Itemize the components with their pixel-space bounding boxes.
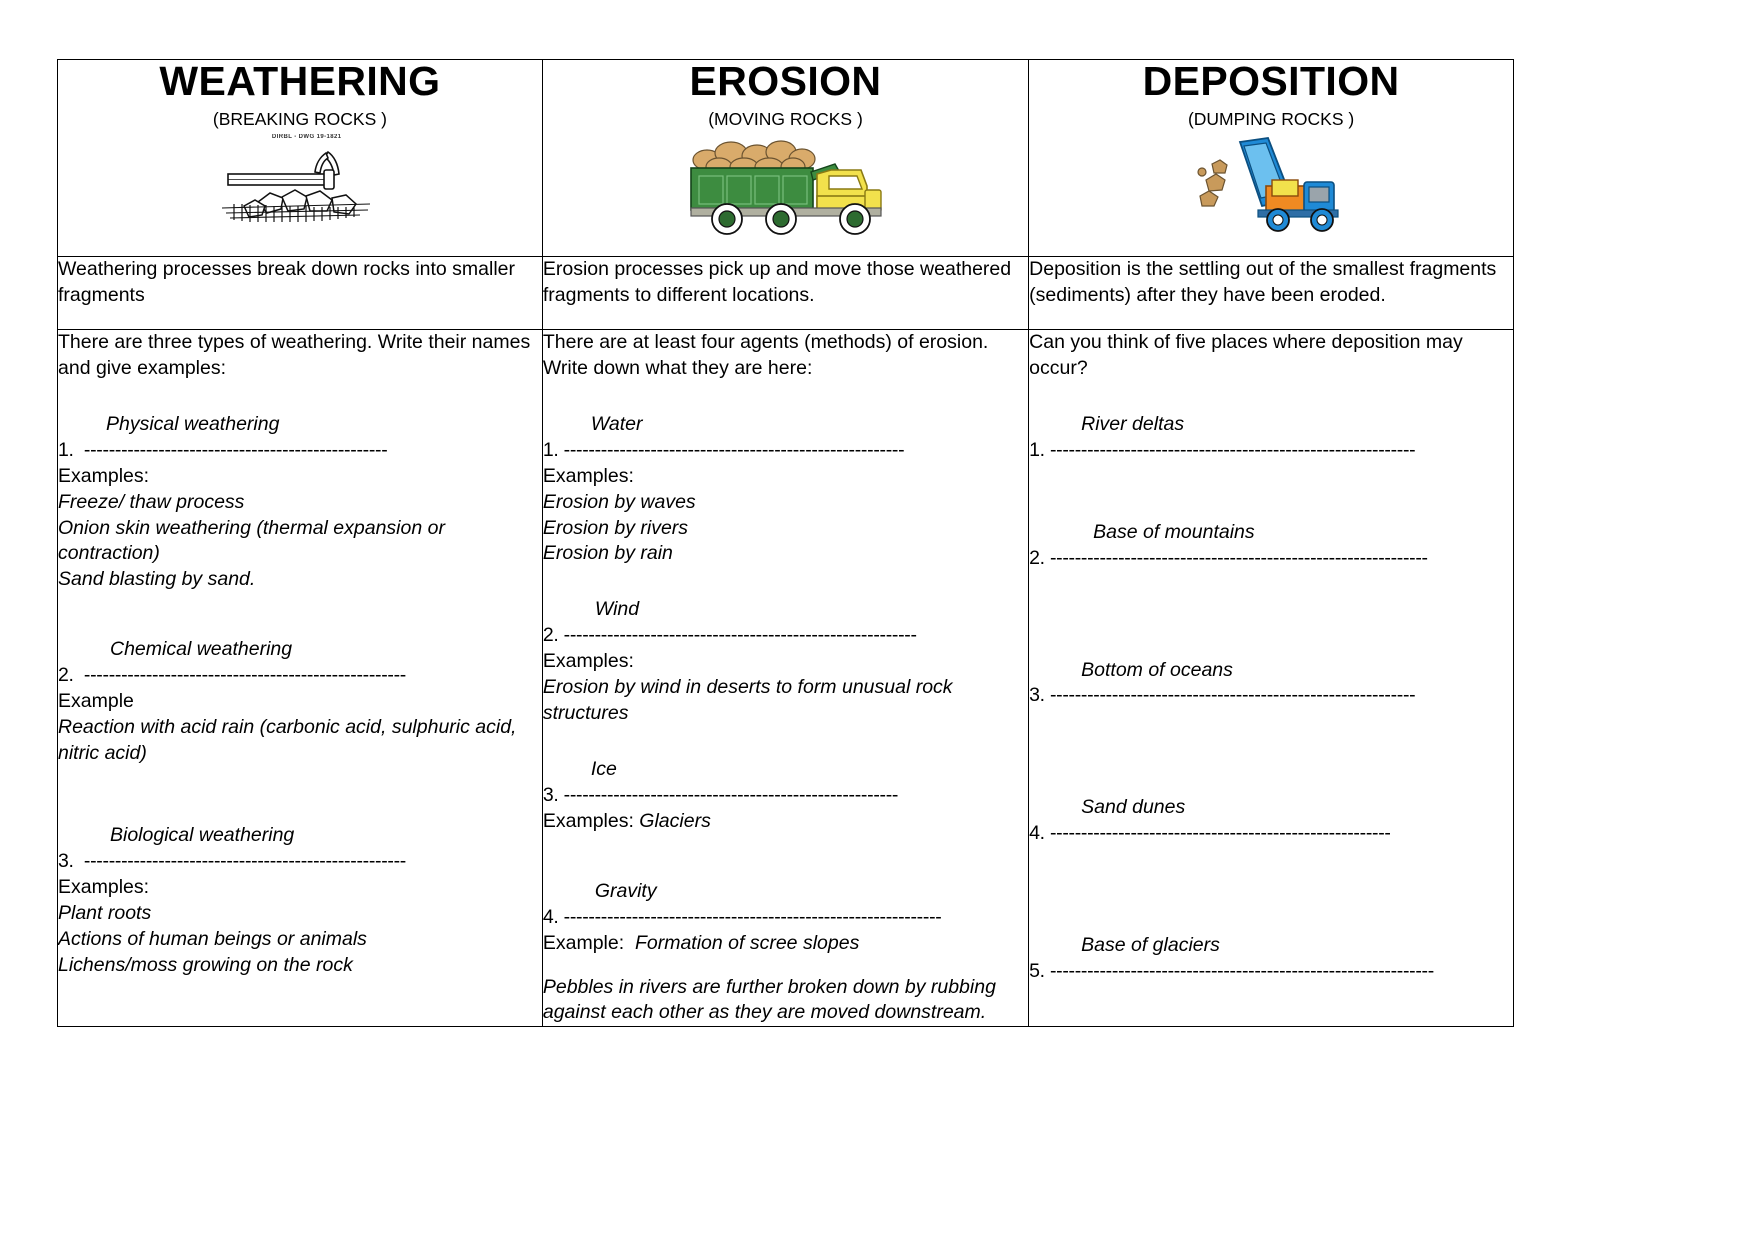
blank-number: 4. [1029,822,1045,845]
spacer [543,835,1028,879]
blank-number: 5. [1029,960,1045,983]
spacer [543,957,1028,975]
example-item-inline: Glaciers [639,809,711,832]
example-item: Reaction with acid rain (carbonic acid, sulphuric acid, nitric acid) [58,716,522,764]
blank-line-3-erosion[interactable] [543,783,1028,809]
header-row [58,60,1514,257]
blank-line-2-deposition[interactable] [1029,546,1513,572]
spacer [1029,709,1513,765]
spacer [543,567,1028,597]
example-item: Erosion by waves [542,490,696,513]
examples-label-physical: Examples: [58,464,150,487]
answer-river-deltas: River deltas [1081,412,1185,435]
green-yellow-truck-svg [669,134,901,238]
blank-dashes: ----------------------------------------------------------- [1049,684,1416,707]
blank-line-1-deposition[interactable] [1029,438,1513,464]
column-title-erosion: EROSION [689,58,882,104]
body-row [58,330,1514,1027]
blank-dashes: ---------------------------------------------------- [83,849,406,872]
answer-gravity: Gravity [594,879,657,902]
blank-line-4-erosion[interactable] [543,905,1028,931]
example-item-inline: Formation of scree slopes [634,931,860,954]
blank-dashes: ------------------------------------------------- [83,438,388,461]
definition-text-deposition: Deposition is the settling out of the smallest fragments (sediments) after they have been eroded. [1029,258,1497,306]
closing-note-erosion: Pebbles in rivers are further broken down by rubbing against each other as they are moved downstream. [542,975,1002,1024]
answer-base-of-glaciers: Base of glaciers [1081,934,1220,957]
answer-water: Water [590,412,643,435]
answer-sand-dunes: Sand dunes [1081,796,1186,819]
examples-label-water: Examples: [542,464,634,487]
blank-number: 2. [1029,546,1045,569]
spacer [1029,572,1513,628]
spacer [543,382,1028,412]
blank-dashes: ------------------------------------------------------- [1049,822,1391,845]
definition-text-erosion: Erosion processes pick up and move those weathered fragments to different locations. [542,258,1012,306]
example-item: Plant roots [58,901,152,924]
blank-number: 1. [1029,438,1045,461]
example-item: Freeze/ thaw process [58,490,245,513]
blank-line-1-erosion[interactable] [543,438,1028,464]
spacer [1029,464,1513,520]
question-weathering: There are three types of weathering. Write their names and give examples: [58,331,531,379]
spacer [1029,903,1513,933]
header-cell-weathering [58,60,543,257]
blank-number: 2. [542,624,559,647]
blank-number: 1. [542,438,559,461]
question-erosion: There are at least four agents (methods) of erosion. Write down what they are here: [542,331,989,379]
blank-number: 3. [1029,684,1045,707]
blank-line-3-deposition[interactable] [1029,683,1513,709]
column-subtitle-deposition: (DUMPING ROCKS ) [1187,109,1355,130]
example-item: Actions of human beings or animals [58,927,367,950]
spacer [58,593,542,637]
example-item: Sand blasting by sand. [58,568,256,591]
answer-bottom-of-oceans: Bottom of oceans [1081,658,1233,681]
blank-line-5-deposition[interactable] [1029,959,1513,985]
examples-label-biological: Examples: [58,875,150,898]
blank-line-2-weathering[interactable] [58,663,542,689]
blank-number: 3. [542,783,559,806]
tipping-dump-truck-icon [1196,134,1346,238]
examples-line-gravity [543,931,1028,957]
example-item: Erosion by rain [542,542,673,565]
examples-line-ice [543,809,1028,835]
examples-label-wind: Examples: [542,650,634,673]
examples-label-gravity: Example: [542,931,635,954]
header-cell-deposition [1029,60,1514,257]
example-item: Erosion by wind in deserts to form unusual rock structures [542,676,958,725]
weathering-erosion-deposition-table [57,59,1514,1027]
answer-ice: Ice [590,757,617,780]
pickaxe-rocks-svg [200,134,400,238]
blank-line-1-weathering[interactable] [58,438,542,464]
deposition-art-wrapper [1029,134,1513,238]
blank-dashes: --------------------------------------------------------- [563,624,917,647]
blank-dashes: ----------------------------------------------------------- [1049,438,1416,461]
blank-number: 1. [58,438,74,461]
column-title-weathering: WEATHERING [159,58,441,104]
body-cell-deposition [1029,330,1514,1027]
definition-cell-weathering [58,257,543,330]
spacer [1029,628,1513,658]
blank-number: 3. [58,849,74,872]
example-item: Onion skin weathering (thermal expansion or contraction) [58,516,451,565]
spacer [1029,382,1513,412]
body-cell-weathering [58,330,543,1027]
blank-dashes: ------------------------------------------------------- [563,438,905,461]
spacer [58,382,542,412]
definition-text-weathering: Weathering processes break down rocks into smaller fragments [58,258,516,306]
answer-chemical-weathering: Chemical weathering [110,638,293,661]
dump-truck-carrying-rocks-icon [669,134,901,238]
blank-dashes: ------------------------------------------------------ [563,783,899,806]
question-deposition: Can you think of five places where deposition may occur? [1029,331,1463,379]
column-title-deposition: DEPOSITION [1142,58,1400,104]
blank-dashes: ---------------------------------------------------- [83,664,406,687]
example-item: Erosion by rivers [542,516,689,539]
blue-orange-dumping-truck-svg [1196,134,1346,238]
answer-biological-weathering: Biological weathering [110,823,295,846]
answer-base-of-mountains: Base of mountains [1093,520,1255,543]
blank-line-3-weathering[interactable] [58,849,542,875]
blank-dashes: ------------------------------------------------------------- [563,905,942,928]
spacer [1029,847,1513,903]
blank-number: 4. [542,905,559,928]
example-item: Lichens/moss growing on the rock [58,953,353,976]
header-cell-erosion [542,60,1028,257]
spacer [543,727,1028,757]
body-cell-erosion [542,330,1028,1027]
blank-dashes: -------------------------------------------------------------- [1049,960,1434,983]
definition-row [58,257,1514,330]
blank-line-4-deposition[interactable] [1029,821,1513,847]
blank-line-2-erosion[interactable] [543,623,1028,649]
column-subtitle-weathering: (BREAKING ROCKS ) [212,109,387,130]
examples-label-chemical: Example [58,690,134,713]
definition-cell-erosion [542,257,1028,330]
answer-physical-weathering: Physical weathering [106,412,280,435]
answer-wind: Wind [594,598,640,621]
blank-number: 2. [58,664,74,687]
erosion-art-wrapper [543,134,1028,238]
pickaxe-breaking-rocks-icon [200,134,400,238]
spacer [1029,765,1513,795]
blank-dashes: ------------------------------------------------------------- [1049,546,1428,569]
examples-label-ice: Examples: [542,809,640,832]
art-code-label: DIRBL - DWG 19-1821 [271,134,342,141]
spacer [58,767,542,823]
column-subtitle-erosion: (MOVING ROCKS ) [708,109,863,130]
weathering-art-wrapper [58,134,542,238]
definition-cell-deposition [1029,257,1514,330]
